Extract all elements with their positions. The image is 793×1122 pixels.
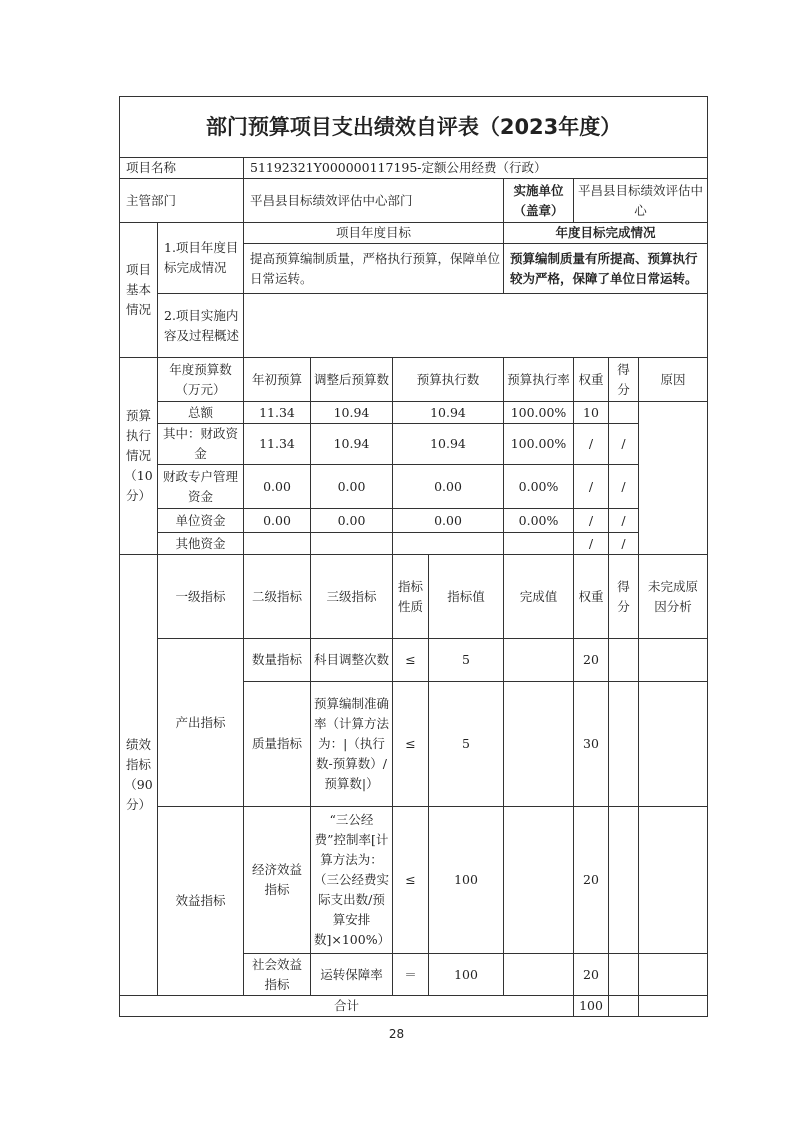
budget-reason (639, 402, 708, 555)
perf-value: 5 (429, 639, 504, 682)
perf-value: 5 (429, 682, 504, 807)
budget-adjusted: 10.94 (311, 424, 393, 465)
perf-weight: 20 (574, 807, 609, 954)
budget-initial (244, 533, 311, 555)
goal-header: 项目年度目标 (244, 223, 504, 244)
perf-l3: 运转保障率 (311, 954, 393, 996)
budget-row (120, 465, 708, 509)
total-label: 合计 (120, 996, 574, 1017)
perf-label: 绩效指标（90分） (120, 555, 158, 996)
budget-initial: 11.34 (244, 424, 311, 465)
perf-nature: ≤ (393, 639, 429, 682)
perf-l2: 经济效益指标 (244, 807, 311, 954)
perf-value: 100 (429, 807, 504, 954)
perf-score (609, 682, 639, 807)
perf-header: 三级指标 (311, 555, 393, 639)
budget-row (120, 402, 708, 424)
perf-score (609, 639, 639, 682)
perf-l3: “三公经费”控制率[计算方法为：（三公经费实际支出数/预算安排数]×100%） (311, 807, 393, 954)
perf-score (609, 807, 639, 954)
perf-reason (639, 954, 708, 996)
unit: 平昌县目标绩效评估中心 (574, 179, 708, 223)
perf-done (504, 682, 574, 807)
perf-done (504, 807, 574, 954)
perf-row (120, 639, 708, 682)
dept: 平昌县目标绩效评估中心部门 (244, 179, 504, 223)
perf-nature: ＝ (393, 954, 429, 996)
budget-row-name: 其他资金 (158, 533, 244, 555)
budget-header: 调整后预算数 (311, 358, 393, 402)
page-title: 部门预算项目支出绩效自评表（2023年度） (120, 97, 708, 158)
perf-weight: 20 (574, 639, 609, 682)
total-row (120, 996, 708, 1017)
budget-score: / (609, 424, 639, 465)
perf-done (504, 639, 574, 682)
budget-executed: 0.00 (393, 509, 504, 533)
budget-score: / (609, 533, 639, 555)
perf-header: 二级指标 (244, 555, 311, 639)
budget-row-name: 总额 (158, 402, 244, 424)
budget-weight: / (574, 465, 609, 509)
self-evaluation-table (119, 96, 708, 1017)
basic-item2-label: 2.项目实施内容及过程概述 (158, 294, 244, 358)
perf-weight: 20 (574, 954, 609, 996)
dept-label: 主管部门 (120, 179, 244, 223)
budget-score: / (609, 509, 639, 533)
total-score (609, 996, 639, 1017)
budget-header: 得分 (609, 358, 639, 402)
perf-l2: 社会效益指标 (244, 954, 311, 996)
budget-header: 权重 (574, 358, 609, 402)
budget-label: 预算执行情况（10分） (120, 358, 158, 555)
unit-label: 实施单位（盖章） (504, 179, 574, 223)
perf-l2: 数量指标 (244, 639, 311, 682)
budget-rate: 0.00% (504, 509, 574, 533)
budget-rate: 0.00% (504, 465, 574, 509)
perf-nature: ≤ (393, 807, 429, 954)
perf-reason (639, 682, 708, 807)
budget-adjusted (311, 533, 393, 555)
perf-weight: 30 (574, 682, 609, 807)
budget-row-name: 其中：财政资金 (158, 424, 244, 465)
budget-score (609, 402, 639, 424)
budget-weight: / (574, 424, 609, 465)
perf-l3: 预算编制准确率（计算方法为：|（执行数-预算数）/预算数|） (311, 682, 393, 807)
perf-header: 权重 (574, 555, 609, 639)
perf-header: 未完成原因分析 (639, 555, 708, 639)
budget-adjusted: 0.00 (311, 509, 393, 533)
budget-weight: 10 (574, 402, 609, 424)
budget-rate (504, 533, 574, 555)
budget-executed (393, 533, 504, 555)
perf-done (504, 954, 574, 996)
budget-rate: 100.00% (504, 402, 574, 424)
budget-header: 原因 (639, 358, 708, 402)
budget-executed: 10.94 (393, 402, 504, 424)
budget-initial: 11.34 (244, 402, 311, 424)
budget-header: 预算执行数 (393, 358, 504, 402)
perf-reason (639, 639, 708, 682)
basic-item2 (244, 294, 708, 358)
budget-header: 年度预算数（万元） (158, 358, 244, 402)
goal-text: 提高预算编制质量，严格执行预算，保障单位日常运转。 (244, 244, 504, 294)
budget-row-name: 单位资金 (158, 509, 244, 533)
budget-initial: 0.00 (244, 465, 311, 509)
budget-rate: 100.00% (504, 424, 574, 465)
perf-header: 一级指标 (158, 555, 244, 639)
perf-l3: 科目调整次数 (311, 639, 393, 682)
perf-nature: ≤ (393, 682, 429, 807)
budget-adjusted: 0.00 (311, 465, 393, 509)
perf-reason (639, 807, 708, 954)
perf-header: 得分 (609, 555, 639, 639)
basic-label: 项目基本情况 (120, 223, 158, 358)
done-text: 预算编制质量有所提高、预算执行较为严格，保障了单位日常运转。 (504, 244, 708, 294)
budget-executed: 0.00 (393, 465, 504, 509)
budget-initial: 0.00 (244, 509, 311, 533)
budget-weight: / (574, 533, 609, 555)
page-number: 28 (388, 1027, 405, 1041)
budget-row (120, 533, 708, 555)
perf-l2: 质量指标 (244, 682, 311, 807)
done-header: 年度目标完成情况 (504, 223, 708, 244)
perf-level1: 产出指标 (158, 639, 244, 807)
project-name: 51192321Y000000117195-定额公用经费（行政） (244, 158, 708, 179)
total-reason (639, 996, 708, 1017)
total-weight: 100 (574, 996, 609, 1017)
budget-row-name: 财政专户管理资金 (158, 465, 244, 509)
perf-score (609, 954, 639, 996)
perf-header: 指标值 (429, 555, 504, 639)
budget-score: / (609, 465, 639, 509)
perf-value: 100 (429, 954, 504, 996)
project-name-label: 项目名称 (120, 158, 244, 179)
budget-row (120, 424, 708, 465)
budget-adjusted: 10.94 (311, 402, 393, 424)
budget-row (120, 509, 708, 533)
perf-header: 完成值 (504, 555, 574, 639)
basic-item1-label: 1.项目年度目标完成情况 (158, 223, 244, 294)
perf-header: 指标性质 (393, 555, 429, 639)
perf-row (120, 807, 708, 954)
budget-header: 预算执行率 (504, 358, 574, 402)
budget-weight: / (574, 509, 609, 533)
budget-executed: 10.94 (393, 424, 504, 465)
budget-header: 年初预算 (244, 358, 311, 402)
perf-level1: 效益指标 (158, 807, 244, 996)
